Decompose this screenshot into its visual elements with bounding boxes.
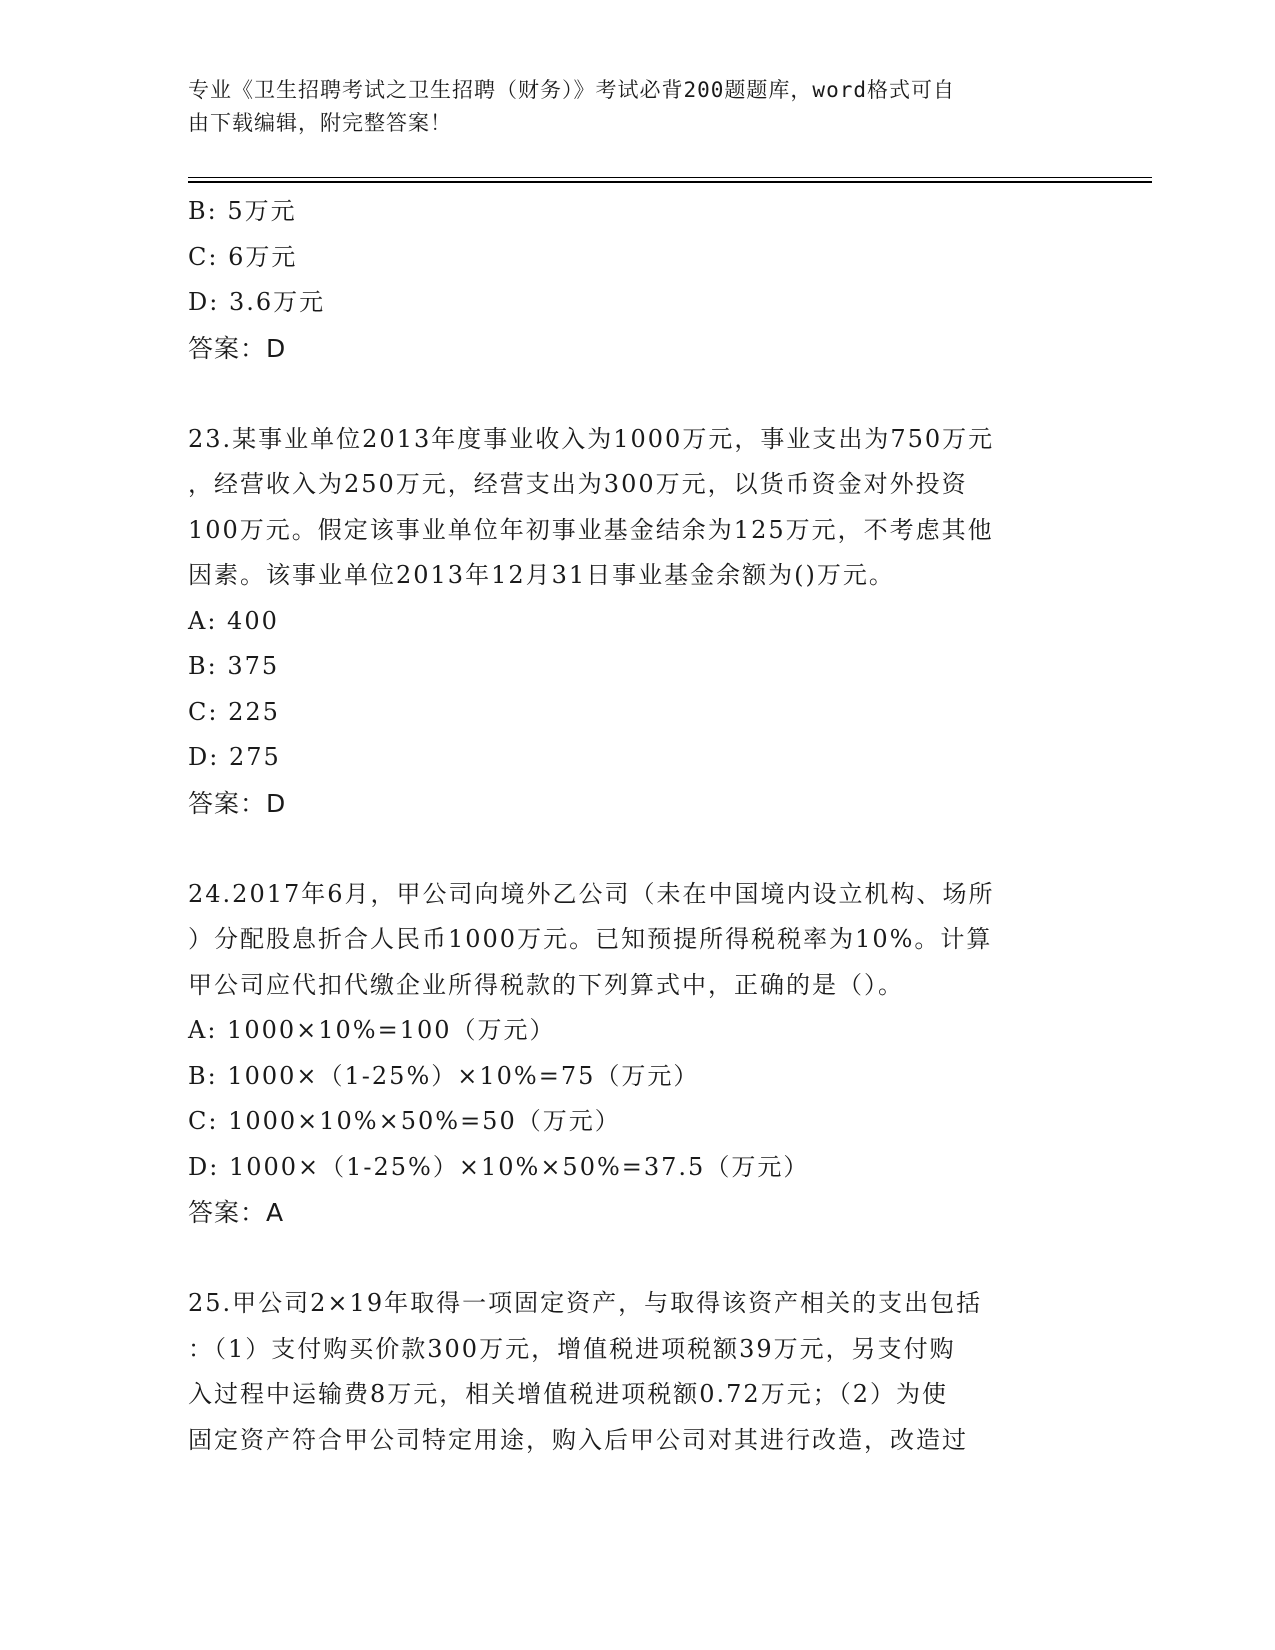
document-body — [188, 189, 1088, 1463]
question-25 — [188, 1281, 1088, 1463]
option-a: A: 1000×10%=100（万元） — [188, 1016, 556, 1044]
header-divider-thick — [188, 181, 1152, 183]
header-line-2: 由下载编辑，附完整答案！ — [188, 111, 452, 135]
question-text-line: 甲公司应代扣代缴企业所得税款的下列算式中，正确的是（）。 — [188, 970, 904, 999]
answer-line: 答案：A — [188, 1198, 285, 1227]
question-text-line: 入过程中运输费8万元，相关增值税进项税额0.72万元；（2）为使 — [188, 1380, 948, 1408]
option-b: B: 5万元 — [188, 197, 297, 225]
question-text-line: ：（1）支付购买价款300万元，增值税进项税额39万元，另支付购 — [188, 1334, 956, 1363]
option-d: D: 1000×（1-25%）×10%×50%=37.5（万元） — [188, 1152, 810, 1181]
option-b: B: 1000×（1-25%）×10%=75（万元） — [188, 1061, 700, 1090]
option-d: D: 275 — [188, 743, 281, 771]
question-text-line: 24.2017年6月，甲公司向境外乙公司（未在中国境内设立机构、场所 — [188, 879, 995, 908]
spacer — [188, 371, 1088, 417]
spacer — [188, 826, 1088, 872]
question-text-line: 23.某事业单位2013年度事业收入为1000万元，事业支出为750万元 — [188, 424, 995, 453]
question-22-tail — [188, 189, 1088, 371]
question-text-line: 100万元。假定该事业单位年初事业基金结余为125万元，不考虑其他 — [188, 515, 994, 544]
question-text-line: 25.甲公司2×19年取得一项固定资产，与取得该资产相关的支出包括 — [188, 1289, 983, 1317]
option-d: D: 3.6万元 — [188, 288, 326, 316]
question-text-line: ）分配股息折合人民币1000万元。已知预提所得税税率为10%。计算 — [188, 925, 993, 953]
spacer — [188, 1236, 1088, 1282]
option-c: C: 225 — [188, 697, 280, 726]
question-23 — [188, 417, 1088, 827]
question-text-line: 固定资产符合甲公司特定用途，购入后甲公司对其进行改造，改造过 — [188, 1425, 968, 1454]
question-24 — [188, 872, 1088, 1236]
header-line-1: 专业《卫生招聘考试之卫生招聘（财务）》考试必背200题题库，word格式可自 — [188, 78, 955, 102]
header-divider-thin — [188, 177, 1152, 178]
option-a: A: 400 — [188, 606, 279, 635]
question-text-line: ，经营收入为250万元，经营支出为300万元，以货币资金对外投资 — [188, 470, 968, 498]
document-header — [188, 74, 1068, 140]
question-text-line: 因素。该事业单位2013年12月31日事业基金余额为()万元。 — [188, 561, 895, 589]
answer-line: 答案：D — [188, 333, 287, 363]
option-c: C: 6万元 — [188, 242, 298, 271]
answer-line: 答案：D — [188, 788, 287, 818]
option-b: B: 375 — [188, 652, 280, 680]
option-c: C: 1000×10%×50%=50（万元） — [188, 1107, 621, 1135]
